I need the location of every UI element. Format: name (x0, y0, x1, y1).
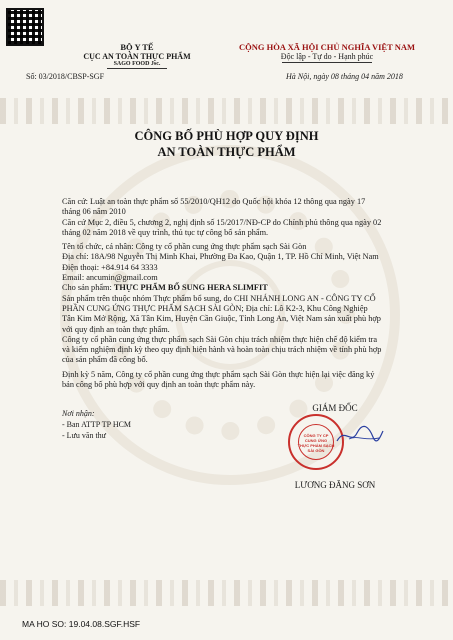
seal-line: CUNG ỨNG (304, 438, 328, 443)
periodic-renewal: Định kỳ 5 năm, Công ty cổ phần cung ứng thực phẩm sạch Sài Gòn thực hiện lại việc đăng ký bản công bố phù hợp với quy định an toàn thực phẩm này. (62, 369, 375, 390)
organization-email: Email: ancumin@gmail.com (62, 273, 158, 283)
signer-name: LƯƠNG ĐĂNG SƠN (294, 480, 376, 490)
product-name: THỰC PHẨM BỔ SUNG HERA SLIMFIT (113, 283, 268, 293)
company-short-name: SAGO FOOD Jsc. (113, 61, 161, 67)
product-description: Sản phẩm trên thuộc nhóm Thực phẩm bổ sung, do CHI NHÁNH LONG AN - CÔNG TY CỔ PHẦN CUNG ỨNG THỰC PHẨM SẠCH SÀI GÒN; Địa chỉ: Lô K2-3, Khu Công Nghiệp Tân Kim Mở Rộng, Xã Tân Kim, Huyện Cần Giuộc, Tỉnh Long An, Việt Nam sản xuất phù hợp với quy định an toàn thực phẩm. (62, 293, 381, 334)
commitment-paragraph: Công ty cổ phần cung ứng thực phẩm sạch Sài Gòn chịu trách nhiệm thực hiện chế độ kiểm tra và kiểm nghiệm định kỳ theo quy định hiện hành và hoàn toàn chịu trách nhiệm về tính phù hợp của sản phẩm đã công bố. (62, 334, 382, 365)
seal-line: CÔNG TY CP (303, 433, 329, 438)
document-body (62, 197, 382, 390)
decorative-band-top (0, 98, 453, 124)
title-line-1: CÔNG BỐ PHÙ HỢP QUY ĐỊNH (134, 129, 319, 143)
department-name: CỤC AN TOÀN THỰC PHẨM (83, 52, 191, 61)
decorative-band-bottom (0, 580, 453, 606)
recipient-item: - Lưu văn thư (62, 431, 106, 440)
place-date: Hà Nội, ngày 08 tháng 04 năm 2018 (286, 72, 403, 81)
header-right (222, 42, 432, 63)
recipient-item: - Ban ATTP TP HCM (62, 420, 132, 429)
organization-phone: Điện thoại: +84.914 64 3333 (62, 262, 158, 272)
organization-address: Địa chỉ: 18A/98 Nguyễn Thị Minh Khai, Phường Đa Kao, Quận 1, TP. Hồ Chí Minh, Việt Nam (62, 252, 379, 262)
dossier-code: MA HO SO: 19.04.08.SGF.HSF (22, 619, 141, 629)
organization-name: Tên tổ chức, cá nhân: Công ty cổ phần cung ứng thực phẩm sạch Sài Gòn (62, 242, 307, 252)
qr-code (6, 8, 44, 46)
national-motto: Độc lập - Tự do - Hạnh phúc (280, 52, 374, 61)
product-line (62, 283, 382, 293)
title-line-2: AN TOÀN THỰC PHẨM (157, 145, 296, 159)
motto-underline (282, 62, 372, 63)
header-underline (107, 68, 167, 69)
recipients-label: Nơi nhận: (62, 409, 95, 418)
product-label: Cho sản phẩm: (62, 283, 114, 293)
seal-line: SÀI GÒN (307, 448, 325, 453)
legal-basis-1: Căn cứ: Luật an toàn thực phẩm số 55/2010/QH12 do Quốc hội khóa 12 thông qua ngày 17 tháng 06 năm 2010 (62, 197, 366, 217)
recipients-block (62, 408, 131, 441)
document-number: Số: 03/2018/CBSP-SGF (26, 72, 105, 81)
handwritten-signature (335, 423, 385, 447)
header-left (52, 42, 222, 69)
ministry-name: BỘ Y TẾ (120, 42, 154, 52)
seal-line: THỰC PHẨM SẠCH (297, 443, 335, 448)
country-name: CỘNG HÒA XÃ HỘI CHỦ NGHĨA VIỆT NAM (238, 42, 416, 52)
legal-basis-2: Căn cứ Mục 2, điều 5, chương 2, nghị định số 15/2017/NĐ-CP do Chính phủ thông qua ngày 02 tháng 02 năm 2018 về quy trình, thủ tục tự công bố sản phẩm. (62, 217, 382, 237)
signer-title: GIÁM ĐỐC (312, 403, 358, 413)
